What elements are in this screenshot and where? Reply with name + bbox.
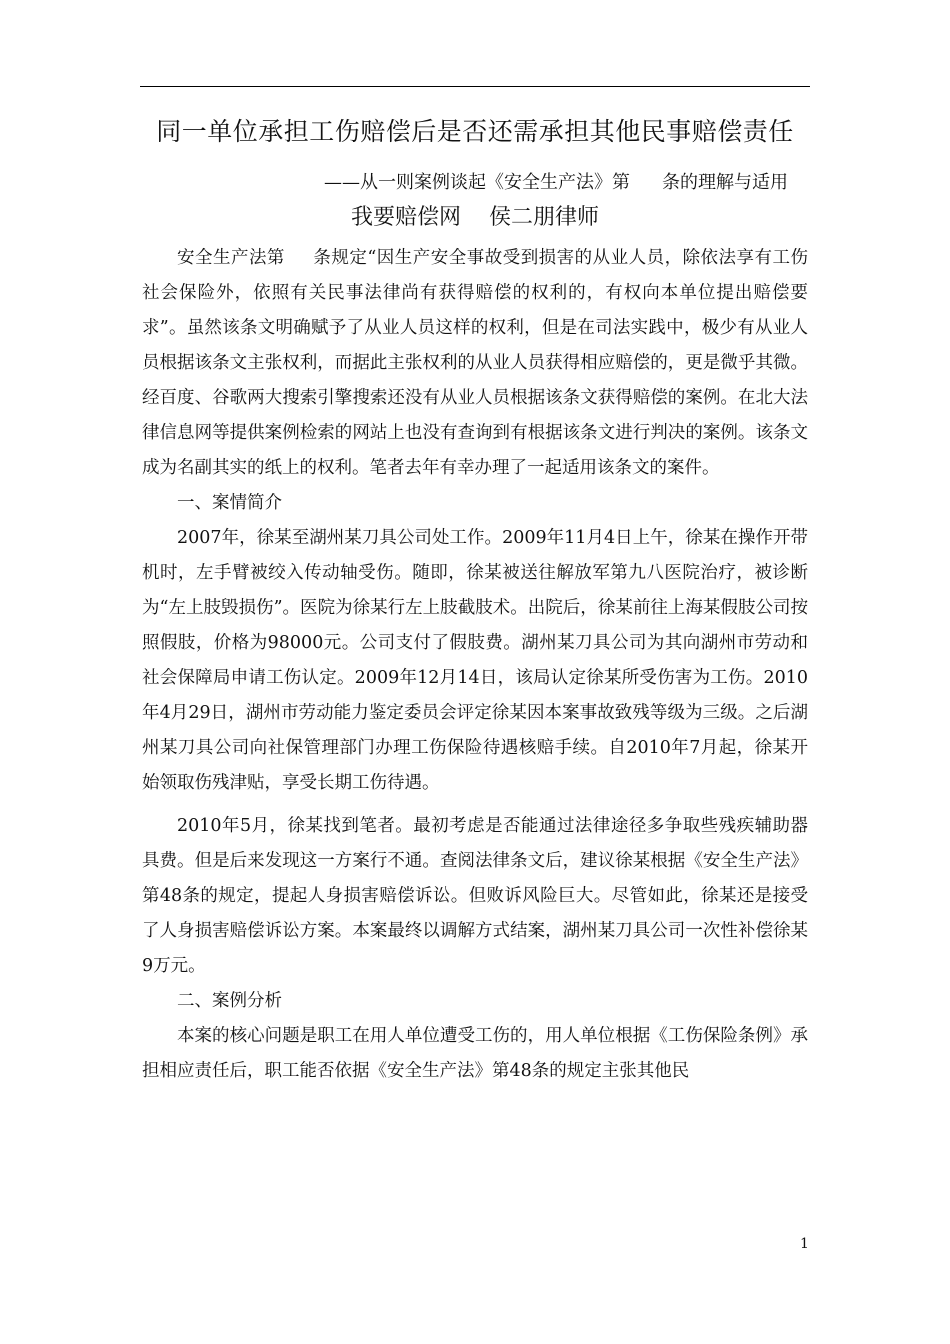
document-body [142, 241, 808, 1089]
subtitle-part-2: 条的理解与适用 [662, 172, 788, 193]
paragraph-case-facts: 2007年，徐某至湖州某刀具公司处工作。2009年11月4日上午，徐某在操作开带机时，左手臂被绞入传动轴受伤。随即，徐某被送往解放军第九八医院治疗，被诊断为“左上肢毁损伤”。医院为徐某行左上肢截肢术。出院后，徐某前往上海某假肢公司按照假肢，价格为98000元。公司支付了假肢费。湖州某刀具公司为其向湖州市劳动和社会保障局申请工伤认定。2009年12月14日，该局认定徐某所受伤害为工伤。2010年4月29日，湖州市劳动能力鉴定委员会评定徐某因本案事故致残等级为三级。之后湖州某刀具公司向社保管理部门办理工伤保险待遇核赔手续。自2010年7月起，徐某开始领取伤残津贴，享受长期工伤待遇。 [142, 528, 808, 793]
section-heading-analysis: 二、案例分析 [177, 991, 282, 1011]
paragraph-intro-part-2: 条规定“因生产安全事故受到损害的从业人员，除依法享有工伤社会保险外，依照有关民事法律尚有获得赔偿的权利的，有权向本单位提出赔偿要求”。虽然该条文明确赋予了从业人员这样的权利，但是在司法实践中，极少有从业人员根据该条文主张权利，而据此主张权利的从业人员获得相应赔偿的，更是微乎其微。经百度、谷歌两大搜索引擎搜索还没有从业人员根据该条文获得赔偿的案例。在北大法律信息网等提供案例检索的网站上也没有查询到有根据该条文进行判决的案例。该条文成为名副其实的纸上的权利。笔者去年有幸办理了一起适用该条文的案件。 [142, 248, 808, 478]
author-site: 我要赔偿网 [350, 205, 461, 230]
paragraph-case-process: 2010年5月，徐某找到笔者。最初考虑是否能通过法律途径多争取些残疾辅助器具费。但是后来发现这一方案行不通。查阅法律条文后，建议徐某根据《安全生产法》第48条的规定，提起人身损害赔偿诉讼。但败诉风险巨大。尽管如此，徐某还是接受了人身损害赔偿诉讼方案。本案最终以调解方式结案，湖州某刀具公司一次性补偿徐某9万元。 [142, 816, 808, 976]
header-rule [140, 86, 810, 87]
section-heading-case: 一、案情简介 [177, 493, 282, 513]
paragraph-intro [142, 241, 808, 486]
page-number: 1 [800, 1236, 809, 1252]
document-title: 同一单位承担工伤赔偿后是否还需承担其他民事赔偿责任 [156, 117, 794, 146]
paragraph-analysis: 本案的核心问题是职工在用人单位遭受工伤的，用人单位根据《工伤保险条例》承担相应责任后，职工能否依据《安全生产法》第48条的规定主张其他民 [142, 1026, 808, 1081]
author-line [140, 200, 810, 231]
author-name: 侯二朋律师 [489, 205, 600, 230]
subtitle-part-1: ——从一则案例谈起《安全生产法》第 [324, 172, 630, 193]
document-subtitle [140, 168, 788, 194]
paragraph-intro-part-1: 安全生产法第 [177, 248, 285, 268]
